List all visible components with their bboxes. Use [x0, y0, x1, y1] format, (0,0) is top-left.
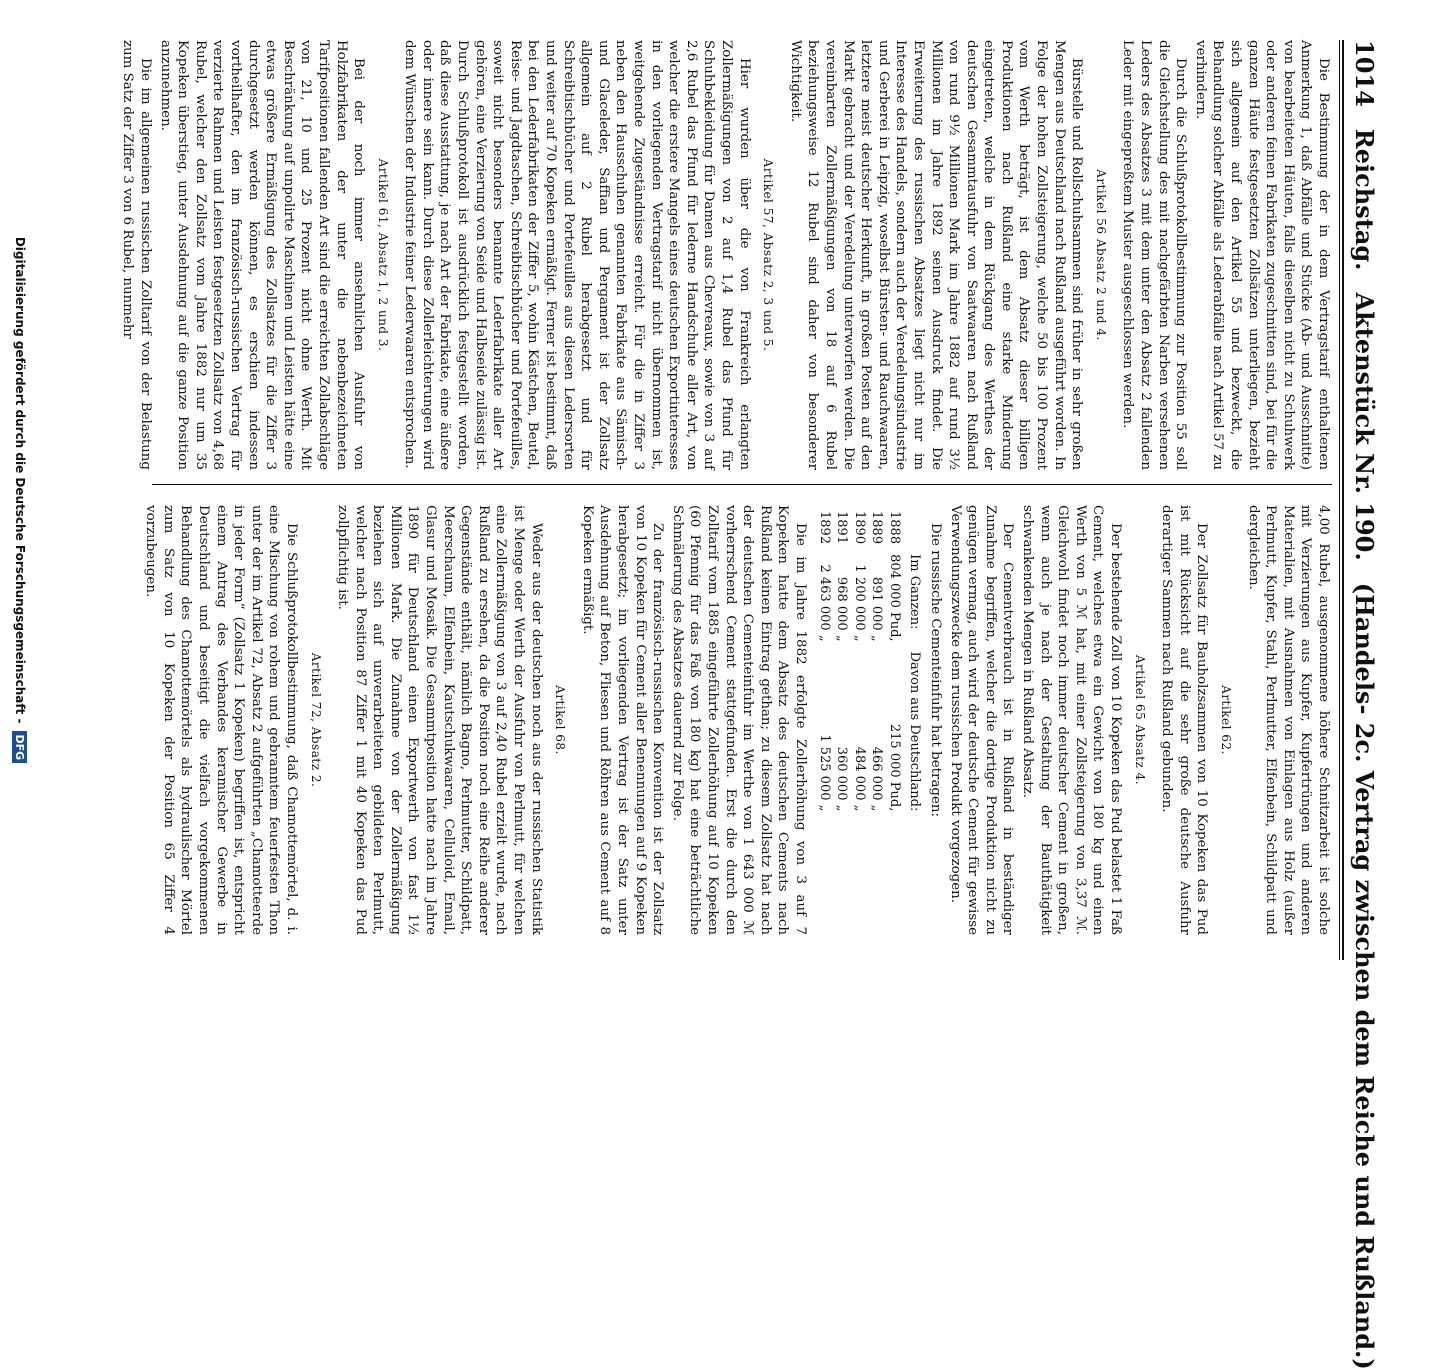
header-rule-thin [1339, 40, 1340, 960]
paragraph: Der bestehende Zoll von 10 Kopeken das Pud belastet 1 Faß Cement, welches etwa ein Gewicht von 180 kg und einen Werth von 5 ℳ hat, mit einer Zollsteigerung von 3,37 ℳ. Gleichwohl findet noch immer deutscher Cement in großen, wenn auch je nach der Gestaltung der Bauthätigkeit schwankenden Mengen in Rußland Absatz. [1020, 505, 1124, 935]
digitization-footer [8, 0, 32, 1000]
paragraph: Die Schlußprotokollbestimmung, daß Chamottemörtel, d. i. eine Mischung von rohem und gebranntem feuerfesten Thon unter der im Artikel 72, Absatz 2 aufgeführten „Chamotteerde in jeder Form“ (Zollsatz 1 Kopeken) begriffen ist, entspricht einem Antrag des Verbandes keramischer Gewerbe in Deutschland und beseitigt die vielfach vorgekommenen Behandlung des Chamottemörtels als hydraulischer Mörtel zum Satz von 10 Kopeken der Position 65 Ziffer 4 vorzubeugen. [143, 505, 299, 935]
germany-cell: 1 525 000 „ [816, 734, 832, 812]
total-cell: 804 000 Pud, [886, 554, 902, 642]
right-column [140, 505, 1332, 935]
page-header [1348, 40, 1382, 1370]
section-heading: Artikel 61, Absatz 1, 2 und 3. [375, 158, 390, 352]
cement-import-table [815, 511, 923, 821]
table-row [885, 511, 903, 821]
table-row [815, 511, 833, 821]
table-row [833, 511, 851, 821]
paragraph: Durch die Schlußprotokollbestimmung zur Position 55 soll die Gleichstellung des mit nachgefärbten Narben versehenen Leders des Absatzes 3 mit dem unter den Absatz 2 fallenden Leder mit eingepreßtem Muster ausgeschlossen werden. [1120, 40, 1189, 470]
germany-cell: 484 000 „ [851, 746, 867, 812]
column-separator [152, 484, 1332, 485]
section-heading: Artikel 62. [1219, 685, 1234, 755]
left-column [117, 40, 1332, 470]
section-heading: Artikel 68. [553, 685, 568, 755]
paragraph: Die im Jahre 1882 erfolgte Zollerhöhung von 3 auf 7 Kopeken hatte dem Absatz des deutschen Cements nach Rußland keinen Eintrag gethan; zu diesem Zollsatz hat nach der deutschen Cementeinfuhr im Werthe von 1 643 000 ℳ vorherrschend Cement stattgefunden. Erst die durch den Zolltarif vom 1885 eingeführte Zollerhöhung auf 10 Kopeken (60 Pfennig für das Faß von 180 kg) hat eine beträchtliche Schmälerung des Absatzes dauernd zur Folge. [669, 505, 808, 935]
year-cell: 1888 [886, 511, 902, 545]
header-subject: (Handels- 2c. Vertrag zwischen dem Reiche und Rußland.) [1350, 582, 1380, 1370]
germany-cell: 360 000 „ [834, 746, 850, 812]
dfg-logo: DFG [13, 731, 28, 763]
paragraph: Zu der französisch-russischen Konvention ist der Zollsatz von 10 Kopeken für Cement aller Benennungen auf 9 Kopeken herabgesetzt; im vorliegenden Vertrag ist der Satz unter Ausdehnung auf Beton, Fliesen und Röhren aus Cement auf 8 Kopeken ermäßigt. [579, 505, 666, 935]
paragraph: Die im allgemeinen russischen Zolltarif von der Belastung zum Satz der Ziffer 3 von 6 Rubel, nunmehr [120, 40, 153, 470]
document-reference: Aktenstück Nr. 190. [1350, 292, 1380, 561]
total-cell: 968 000 „ [834, 576, 850, 642]
section-heading: Artikel 56 Absatz 2 und 4. [1093, 169, 1108, 341]
paragraph: Weder aus der deutschen noch aus der russischen Statistik ist Menge oder Werth der Ausfuhr von Perlmutt, für welchen eine Zollermäßigung von 3 auf 2,40 Rubel erzielt wurde, nach Rußland zu ersehen, da die Position noch eine Reihe anderer Gegenstände enthält, nämlich Bagno, Perlmutter, Schildpatt, Meerschaum, Elfenbein, Kautschukwaaren, Celluloid, Email, Glasur und Mosaik. Die Gesammtposition hatte nach im Jahre 1890 für Deutschland einen Exportwerth von fast 1½ Millionen Mark. Die Zunahme von der Zollermäßigung beziehen sich auf unverarbeiteten gebildeten Perlmutt, welcher nach Position 87 Ziffer 1 mit 40 Kopeken das Pud zollpflichtig ist. [335, 505, 544, 935]
table-header-cell: Davon aus Deutschland: [906, 651, 922, 812]
paragraph: Hier wurden über die von Frankreich erlangten Zollermäßigungen von 2 auf 1,4 Rubel das Pfund für Schuhbekleidung für Damen aus Chevreaux, sowie von 3 auf 2,6 Rubel das Pfund für lederne Handschuhe aller Art, von welcher die erstere Mangels eines deutschen Exportinteresses in den vorliegenden Vertragstarif nicht übernommen ist, weitgehende Zugeständnisse erreicht. Für die in Ziffer 3 neben den Hausschuhen genannten Fabrikate aus Sämisch- und Glaceleder, Saffian und Pergament ist der Zollsatz allgemein auf 2 Rubel herabgesetzt und für Schreibtischbücher und Portefeuilles aus diesen Ledersorten und weiter auf 70 Kopeken ermäßigt. Ferner ist bestimmt, daß bei den Lederfabrikaten der Ziffer 5, wohin Kästchen, Beutel, Reise- und Jagdtaschen, Schreibtischbücher und Portefeuilles, soweit nicht besonders benannte Lederfabrikate aller Art gehören, eine Verzierung von Seide und Halbseide zulässig ist. Durch Schlußprotokoll ist ausdrücklich festgestellt worden, daß diese Ausstattung, je nach Art der Fabrikate, eine äußere oder innere sein kann. Durch diese Zollerleichterungen wird dem Wünschen der Industrie feiner Lederwaaren entsprochen. [402, 40, 752, 470]
year-cell: 1891 [834, 511, 850, 545]
paragraph: Die Bestimmung der in dem Vertragstarif enthaltenen Anmerkung 1, daß Abfälle und Stücke (Ab- und Ausschnitte) von bearbeiteten Häuten, falls dieselben nicht zu Schuhwerk oder anderen feinen Fabrikaten zugeschnitten sind, bei für die ganzen Häute festgesetzten Zollsätzen unterliegen, bezieht sich allgemein auf den Artikel 55 und bezweckt, die Behandlung solcher Abfälle als Lederabfälle nach Artikel 57 zu verhindern. [1192, 40, 1331, 470]
section-heading: Artikel 72, Absatz 2. [308, 652, 323, 788]
table-header-cell [903, 511, 923, 554]
header-title: Reichstag. [1350, 128, 1380, 271]
germany-cell: 466 000 „ [869, 746, 885, 812]
table-header-row [903, 511, 923, 821]
total-cell: 2 463 000 „ [816, 564, 832, 642]
table-row [868, 511, 886, 821]
paragraph: Bürstelle und Rollschuhsammen sind früher in sehr großen Mengen aus Deutschland nach Rußland ausgeführt worden. In Folge der hohen Zollsteigerung, welche 50 bis 100 Prozent vom Werth beträgt, ist dem Absatz dieser billigen Produktionen nach Rußland eine starke Minderung eingetreten, welche in dem Rückgang des Werthes der deutschen Gesammtausfuhr von Saatwaaren nach Rußland von rund 9½ Millionen Mark im Jahre 1882 auf rund 3½ Millionen im Jahre 1892 seinen Ausdruck findet. Die Erweiterung des russischen Absatzes liegt nicht nur im Interesse des Handels, sondern auch der Veredelungsindustrie und Gerberei in Leipzig, woselbst Bürsten- und Rauchwaaren, letztere meist deutscher Herkunft, in großen Posten auf den Markt gebracht und der Veredelung unterworfen werden. Die vereinbarten Zollermäßigungen von 18 auf 6 Rubel beziehungsweise 12 Rubel sind daher von besonderer Wichtigkeit. [787, 40, 1085, 470]
section-heading: Artikel 57, Absatz 2, 3 und 5. [761, 158, 776, 352]
section-heading: Artikel 65 Absatz 4. [1132, 654, 1147, 786]
paragraph: Der Zollsatz für Bauholzsammen von 10 Kopeken das Pud ist mit Rücksicht auf die sehr große deutsche Ausfuhr derartiger Sammen nach Rußland gebunden. [1159, 505, 1210, 935]
header-rule [1342, 40, 1344, 960]
germany-cell: 215 000 Pud, [886, 723, 902, 812]
table-row [850, 511, 868, 821]
total-cell: 1 200 000 „ [851, 564, 867, 642]
paragraph: 4,00 Rubel, ausgenommene höhere Schnitzarbeit ist solche mit Verzierungen aus Kupfer, Kupfertrüngen und anderen Materialien, mit Ausnahmen von Einlagen aus Holz (außer Perlmutt, Kupfer, Stahl, Perlmutter, Elfenbein, Schildpatt und dergleichen. [1245, 505, 1331, 935]
total-cell: 891 000 „ [869, 576, 885, 642]
year-cell: 1890 [851, 511, 867, 545]
year-cell: 1889 [869, 511, 885, 545]
page-number: 1014 [1350, 40, 1380, 107]
paragraph: Der Cementverbrauch ist in Rußland in beständiger Zunahme begriffen, welcher die dortige Produktion nicht zu genügen vermag, auch wird der deutsche Cement für gewisse Verwendungszwecke dem russischen Produkt vorgezogen. [947, 505, 1016, 935]
footer-text: Digitalisierung gefördert durch die Deutsche Forschungsgemeinschaft - [13, 236, 27, 724]
paragraph: Die russische Cementeinfuhr hat betragen: [928, 523, 944, 818]
table-header-cell: Im Ganzen: [906, 554, 922, 630]
paragraph: Bei der noch immer ansehnlichen Ausfuhr von Holzfabrikaten der unter die nebenbezeichneten Tarifpositionen fallenden Art sind die erreichten Zollabschläge von 21, 10 und 25 Prozent nicht ohne Werth. Mit Beschränkung auf unpolirte Maschinen und Leisten hätte eine etwas größere Ermäßigung des Zollsatzes für die Ziffer 3 durchgesetzt werden können, es erschien indessen vortheilhafter, den im französisch-russischen Vertrag für verzierte Rahmen und Leisten festgesetzten Zollsatz von 4,68 Rubel, welcher den Zollsatz vom Jahre 1882 nur um 35 Kopeken überstieg, unter Ausdehnung auf die ganze Position anzunehmen. [157, 40, 367, 470]
year-cell: 1892 [816, 511, 832, 545]
